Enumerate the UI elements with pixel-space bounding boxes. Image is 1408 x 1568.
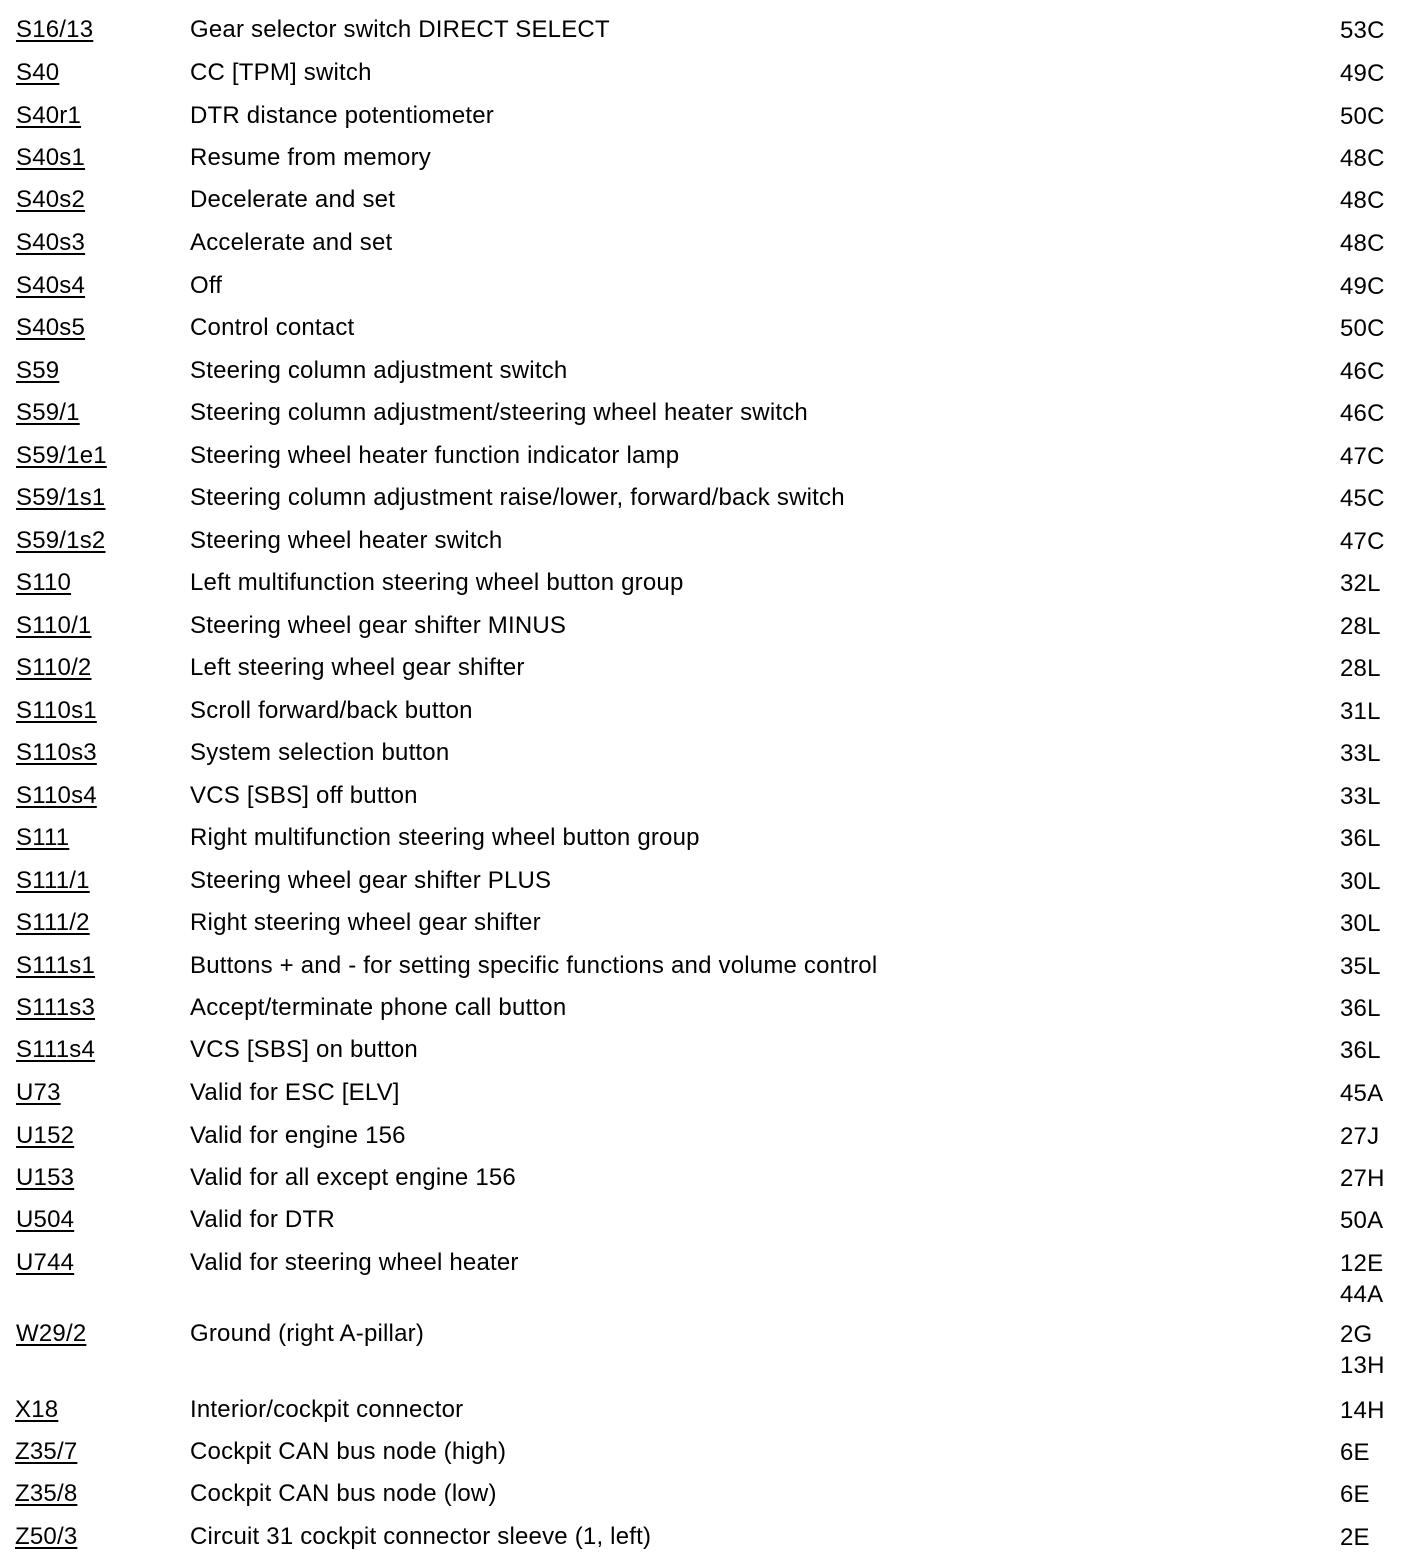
grid-reference-list <box>1340 568 1408 599</box>
grid-reference: 13H <box>1340 1352 1385 1379</box>
grid-reference-list <box>1340 228 1408 259</box>
component-description: System selection button <box>190 739 450 766</box>
grid-reference-list <box>1340 1522 1408 1553</box>
legend-row <box>0 143 1408 174</box>
component-description: Steering wheel gear shifter PLUS <box>190 867 552 894</box>
component-description: DTR distance potentiometer <box>190 102 495 129</box>
grid-reference-list <box>1340 143 1408 174</box>
component-code-link[interactable]: S111s4 <box>16 1036 96 1063</box>
legend-row <box>0 1078 1408 1109</box>
grid-reference: 50A <box>1340 1207 1384 1234</box>
grid-reference-list <box>1340 1121 1408 1152</box>
component-description: Buttons + and - for setting specific functions and volume control <box>190 952 878 979</box>
grid-reference: 33L <box>1340 740 1381 767</box>
component-description: Accelerate and set <box>190 229 393 256</box>
component-description: VCS [SBS] off button <box>190 782 418 809</box>
grid-reference-list <box>1340 526 1408 557</box>
component-description: Steering column adjustment switch <box>190 357 568 384</box>
grid-reference: 30L <box>1340 868 1381 895</box>
grid-reference: 6E <box>1340 1439 1370 1466</box>
component-code-link[interactable]: S111/2 <box>16 909 90 936</box>
grid-reference-list <box>1340 1035 1408 1066</box>
grid-reference-list <box>1340 1319 1408 1381</box>
grid-reference: 30L <box>1340 910 1381 937</box>
component-code-link[interactable]: S59/1 <box>16 399 80 426</box>
grid-reference: 6E <box>1340 1481 1370 1508</box>
component-code-link[interactable]: U744 <box>16 1249 75 1276</box>
component-description: Valid for all except engine 156 <box>190 1164 516 1191</box>
component-description: VCS [SBS] on button <box>190 1036 418 1063</box>
grid-reference: 36L <box>1340 1037 1381 1064</box>
component-description: Off <box>190 272 223 299</box>
grid-reference: 31L <box>1340 698 1381 725</box>
legend-row <box>0 781 1408 812</box>
grid-reference: 32L <box>1340 570 1381 597</box>
legend-row <box>0 1248 1408 1310</box>
component-description: Steering column adjustment/steering wheel heater switch <box>190 399 808 426</box>
grid-reference: 36L <box>1340 995 1381 1022</box>
legend-row <box>0 1437 1408 1468</box>
component-description: Interior/cockpit connector <box>190 1396 464 1423</box>
grid-reference: 47C <box>1340 443 1385 470</box>
legend-row <box>0 738 1408 769</box>
component-description: Gear selector switch DIRECT SELECT <box>190 16 610 43</box>
component-code-link[interactable]: S59 <box>16 357 60 384</box>
component-code-link[interactable]: S40 <box>16 59 60 86</box>
component-description: Cockpit CAN bus node (high) <box>190 1438 507 1465</box>
component-code-link[interactable]: X18 <box>15 1396 59 1423</box>
grid-reference: 45C <box>1340 485 1385 512</box>
grid-reference: 2E <box>1340 1524 1370 1551</box>
grid-reference: 50C <box>1340 315 1385 342</box>
grid-reference-list <box>1340 271 1408 302</box>
component-code-link[interactable]: S110s4 <box>16 782 97 809</box>
legend-row <box>0 1395 1408 1426</box>
component-code-link[interactable]: S110/2 <box>16 654 92 681</box>
grid-reference-list <box>1340 1078 1408 1109</box>
grid-reference-list <box>1340 1479 1408 1510</box>
component-description: Right steering wheel gear shifter <box>190 909 541 936</box>
legend-row <box>0 101 1408 132</box>
component-code-link[interactable]: S59/1s2 <box>16 527 106 554</box>
legend-row <box>0 185 1408 216</box>
component-code-link[interactable]: S40s3 <box>16 229 86 256</box>
legend-row <box>0 866 1408 897</box>
grid-reference-list <box>1340 993 1408 1024</box>
component-description: Circuit 31 cockpit connector sleeve (1, left) <box>190 1523 652 1550</box>
grid-reference: 12E <box>1340 1250 1384 1277</box>
component-code-link[interactable]: Z35/7 <box>15 1438 78 1465</box>
grid-reference: 48C <box>1340 230 1385 257</box>
component-description: Left multifunction steering wheel button group <box>190 569 684 596</box>
component-code-link[interactable]: S111s1 <box>16 952 96 979</box>
component-code-link[interactable]: S16/13 <box>16 16 94 43</box>
legend-row <box>0 823 1408 854</box>
component-code-link[interactable]: S110s3 <box>16 739 97 766</box>
component-description: Valid for engine 156 <box>190 1122 406 1149</box>
component-description: Steering wheel gear shifter MINUS <box>190 612 567 639</box>
grid-reference: 53C <box>1340 17 1385 44</box>
legend-row <box>0 1205 1408 1236</box>
legend-row <box>0 653 1408 684</box>
component-description: Steering wheel heater function indicator lamp <box>190 442 680 469</box>
grid-reference: 45A <box>1340 1080 1384 1107</box>
legend-row <box>0 1522 1408 1553</box>
component-description: Ground (right A-pillar) <box>190 1320 425 1347</box>
grid-reference-list <box>1340 185 1408 216</box>
component-code-link[interactable]: Z50/3 <box>15 1523 78 1550</box>
component-description: Scroll forward/back button <box>190 697 473 724</box>
legend-row <box>0 1319 1408 1381</box>
component-description: CC [TPM] switch <box>190 59 372 86</box>
component-code-link[interactable]: W29/2 <box>16 1320 87 1347</box>
grid-reference: 27H <box>1340 1165 1385 1192</box>
grid-reference-list <box>1340 313 1408 344</box>
component-code-link[interactable]: S111 <box>16 824 70 851</box>
component-code-link[interactable]: S59/1e1 <box>16 442 107 469</box>
component-code-link[interactable]: S40s2 <box>16 186 86 213</box>
component-code-link[interactable]: S40s1 <box>16 144 86 171</box>
component-code-link[interactable]: U153 <box>16 1164 75 1191</box>
grid-reference-list <box>1340 1395 1408 1426</box>
component-description: Control contact <box>190 314 355 341</box>
component-code-link[interactable]: U73 <box>16 1079 61 1106</box>
component-code-link[interactable]: U504 <box>16 1206 75 1233</box>
component-code-link[interactable]: S111/1 <box>16 867 90 894</box>
legend-row <box>0 568 1408 599</box>
legend-row <box>0 1121 1408 1152</box>
grid-reference: 36L <box>1340 825 1381 852</box>
grid-reference-list <box>1340 356 1408 387</box>
legend-row <box>0 398 1408 429</box>
legend-row <box>0 441 1408 472</box>
grid-reference: 49C <box>1340 273 1385 300</box>
component-code-link[interactable]: S59/1s1 <box>16 484 106 511</box>
legend-row <box>0 611 1408 642</box>
legend-row <box>0 951 1408 982</box>
component-description: Cockpit CAN bus node (low) <box>190 1480 497 1507</box>
legend-row <box>0 993 1408 1024</box>
legend-row <box>0 228 1408 259</box>
grid-reference: 14H <box>1340 1397 1385 1424</box>
legend-row <box>0 696 1408 727</box>
grid-reference: 48C <box>1340 145 1385 172</box>
component-code-link[interactable]: S110/1 <box>16 612 92 639</box>
legend-row <box>0 483 1408 514</box>
grid-reference-list <box>1340 398 1408 429</box>
component-description: Steering column adjustment raise/lower, forward/back switch <box>190 484 845 511</box>
legend-row <box>0 271 1408 302</box>
component-code-link[interactable]: S40s4 <box>16 272 86 299</box>
grid-reference: 33L <box>1340 783 1381 810</box>
component-description: Left steering wheel gear shifter <box>190 654 525 681</box>
legend-row <box>0 356 1408 387</box>
component-description: Accept/terminate phone call button <box>190 994 567 1021</box>
component-code-link[interactable]: S40s5 <box>16 314 86 341</box>
component-description: Right multifunction steering wheel button group <box>190 824 700 851</box>
grid-reference: 44A <box>1340 1281 1384 1308</box>
grid-reference: 50C <box>1340 103 1385 130</box>
component-description: Valid for steering wheel heater <box>190 1249 519 1276</box>
grid-reference-list <box>1340 823 1408 854</box>
component-description: Valid for DTR <box>190 1206 335 1233</box>
grid-reference-list <box>1340 611 1408 642</box>
grid-reference: 27J <box>1340 1123 1380 1150</box>
grid-reference-list <box>1340 441 1408 472</box>
component-code-link[interactable]: S110 <box>16 569 72 596</box>
grid-reference: 46C <box>1340 400 1385 427</box>
grid-reference-list <box>1340 738 1408 769</box>
grid-reference-list <box>1340 58 1408 89</box>
component-code-link[interactable]: Z35/8 <box>15 1480 78 1507</box>
legend-row <box>0 313 1408 344</box>
grid-reference-list <box>1340 866 1408 897</box>
component-description: Valid for ESC [ELV] <box>190 1079 400 1106</box>
grid-reference: 2G <box>1340 1321 1373 1348</box>
component-description: Steering wheel heater switch <box>190 527 503 554</box>
legend-row <box>0 526 1408 557</box>
component-description: Resume from memory <box>190 144 431 171</box>
component-code-link[interactable]: S110s1 <box>16 697 97 724</box>
grid-reference-list <box>1340 1248 1408 1310</box>
grid-reference-list <box>1340 101 1408 132</box>
grid-reference: 28L <box>1340 655 1381 682</box>
grid-reference-list <box>1340 1163 1408 1194</box>
grid-reference-list <box>1340 951 1408 982</box>
grid-reference: 49C <box>1340 60 1385 87</box>
grid-reference: 35L <box>1340 953 1381 980</box>
component-code-link[interactable]: U152 <box>16 1122 75 1149</box>
grid-reference-list <box>1340 653 1408 684</box>
grid-reference-list <box>1340 781 1408 812</box>
grid-reference-list <box>1340 696 1408 727</box>
grid-reference: 48C <box>1340 187 1385 214</box>
legend-row <box>0 1163 1408 1194</box>
legend-row <box>0 1035 1408 1066</box>
grid-reference-list <box>1340 1437 1408 1468</box>
component-code-link[interactable]: S40r1 <box>16 102 82 129</box>
grid-reference-list <box>1340 1205 1408 1236</box>
grid-reference-list <box>1340 483 1408 514</box>
grid-reference: 46C <box>1340 358 1385 385</box>
grid-reference-list <box>1340 15 1408 46</box>
legend-row <box>0 1479 1408 1510</box>
legend-row <box>0 58 1408 89</box>
grid-reference: 28L <box>1340 613 1381 640</box>
grid-reference: 47C <box>1340 528 1385 555</box>
legend-row <box>0 15 1408 46</box>
grid-reference-list <box>1340 908 1408 939</box>
component-description: Decelerate and set <box>190 186 396 213</box>
legend-row <box>0 908 1408 939</box>
component-code-link[interactable]: S111s3 <box>16 994 96 1021</box>
